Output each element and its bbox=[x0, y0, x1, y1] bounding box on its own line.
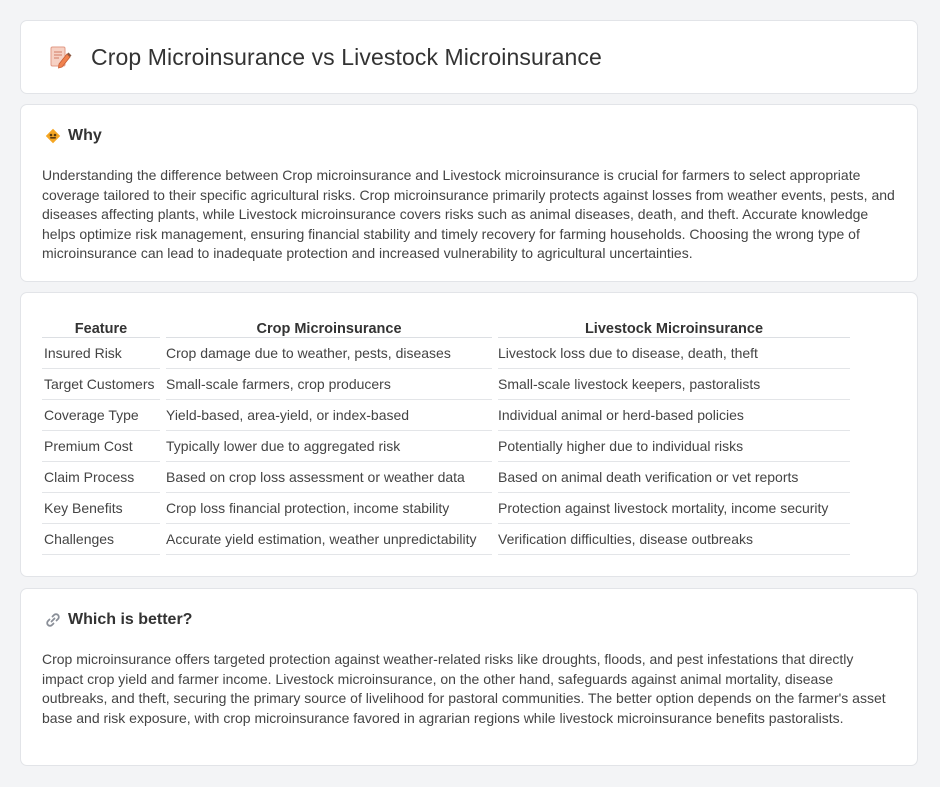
livestock-cell: Livestock loss due to disease, death, theft bbox=[498, 338, 850, 369]
livestock-cell: Based on animal death verification or vet reports bbox=[498, 462, 850, 493]
comparison-table bbox=[36, 315, 856, 555]
table-header-row bbox=[42, 315, 850, 338]
crop-cell: Yield-based, area-yield, or index-based bbox=[166, 400, 492, 431]
better-text: Crop microinsurance offers targeted protection against weather-related risks like droughts, floods, and pest infestations that directly impact crop yield and farmer income. Livestock microinsurance, on the other hand, safeguards against animal mortality, disease outbreaks, and theft, securing the primary source of livelihood for pastoral communities. The better option depends on the farmer's asset base and risk exposure, with crop microinsurance favored in agrarian regions while livestock microinsurance benefits pastoralists. bbox=[42, 651, 886, 726]
livestock-cell: Small-scale livestock keepers, pastoralists bbox=[498, 369, 850, 400]
crop-cell: Crop damage due to weather, pests, diseases bbox=[166, 338, 492, 369]
title-card bbox=[20, 20, 918, 94]
page-title: Crop Microinsurance vs Livestock Microinsurance bbox=[91, 43, 602, 70]
table-row bbox=[42, 400, 850, 431]
table-row bbox=[42, 369, 850, 400]
header-feature: Feature bbox=[42, 315, 160, 338]
comparison-card bbox=[20, 292, 918, 577]
why-heading: Why bbox=[68, 127, 102, 144]
crop-cell: Based on crop loss assessment or weather data bbox=[166, 462, 492, 493]
better-heading-row bbox=[45, 611, 192, 629]
feature-cell: Key Benefits bbox=[42, 493, 160, 524]
livestock-cell: Potentially higher due to individual risks bbox=[498, 431, 850, 462]
diamond-sign-icon bbox=[45, 128, 61, 144]
crop-cell: Small-scale farmers, crop producers bbox=[166, 369, 492, 400]
feature-cell: Insured Risk bbox=[42, 338, 160, 369]
livestock-cell: Protection against livestock mortality, income security bbox=[498, 493, 850, 524]
crop-cell: Typically lower due to aggregated risk bbox=[166, 431, 492, 462]
table-row bbox=[42, 431, 850, 462]
document-pencil-icon bbox=[45, 43, 73, 71]
crop-cell: Crop loss financial protection, income stability bbox=[166, 493, 492, 524]
why-card bbox=[20, 104, 918, 282]
header-crop: Crop Microinsurance bbox=[166, 315, 492, 338]
header-livestock: Livestock Microinsurance bbox=[498, 315, 850, 338]
feature-cell: Coverage Type bbox=[42, 400, 160, 431]
link-icon bbox=[45, 612, 61, 628]
table-row bbox=[42, 524, 850, 555]
better-card bbox=[20, 588, 918, 766]
feature-cell: Claim Process bbox=[42, 462, 160, 493]
table-row bbox=[42, 493, 850, 524]
livestock-cell: Verification difficulties, disease outbreaks bbox=[498, 524, 850, 555]
table-row bbox=[42, 338, 850, 369]
title-row bbox=[45, 43, 602, 71]
why-heading-row bbox=[45, 127, 102, 145]
crop-cell: Accurate yield estimation, weather unpredictability bbox=[166, 524, 492, 555]
feature-cell: Premium Cost bbox=[42, 431, 160, 462]
livestock-cell: Individual animal or herd-based policies bbox=[498, 400, 850, 431]
why-text: Understanding the difference between Crop microinsurance and Livestock microinsurance is crucial for farmers to select appropriate coverage tailored to their specific agricultural risks. Crop microinsurance primarily protects against losses from weather events, pests, and diseases affecting plants, while Livestock microinsurance covers risks such as animal diseases, death, and theft. Accurate knowledge helps optimize risk management, ensuring financial stability and timely recovery for farming households. Choosing the wrong type of microinsurance can lead to inadequate protection and increased vulnerability to agricultural uncertainties. bbox=[42, 167, 895, 262]
table-row bbox=[42, 462, 850, 493]
feature-cell: Challenges bbox=[42, 524, 160, 555]
better-heading: Which is better? bbox=[68, 611, 193, 628]
feature-cell: Target Customers bbox=[42, 369, 160, 400]
